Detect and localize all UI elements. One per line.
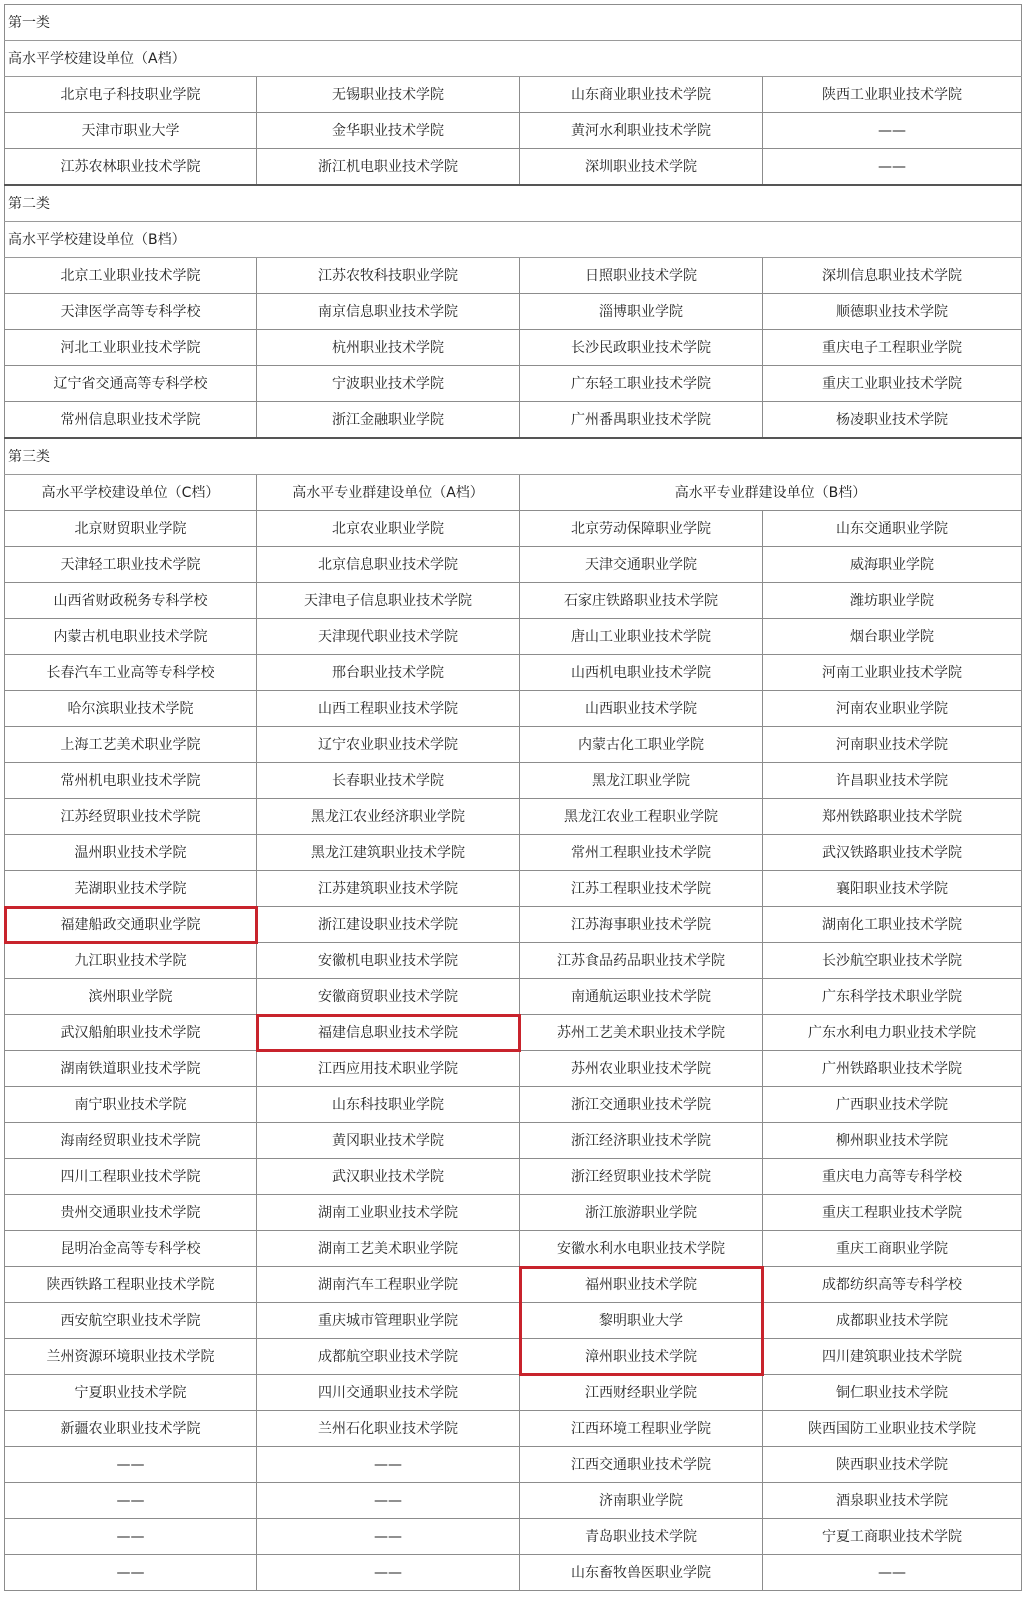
table-cell: 浙江建设职业技术学院	[257, 907, 520, 943]
table-cell: 武汉船舶职业技术学院	[5, 1015, 257, 1051]
table-cell: 深圳职业技术学院	[520, 149, 763, 186]
table-cell: 金华职业技术学院	[257, 113, 520, 149]
column-header: 高水平专业群建设单位（B档）	[520, 475, 1022, 511]
table-cell: 江西财经职业学院	[520, 1375, 763, 1411]
table-cell: ——	[257, 1447, 520, 1483]
table-cell: 湖南工业职业技术学院	[257, 1195, 520, 1231]
table-cell: 北京劳动保障职业学院	[520, 511, 763, 547]
table-row	[5, 77, 1022, 113]
table-cell: 潍坊职业学院	[763, 583, 1022, 619]
table-cell: 江苏建筑职业技术学院	[257, 871, 520, 907]
table-row	[5, 330, 1022, 366]
table-row	[5, 871, 1022, 907]
table-cell: 广东轻工职业技术学院	[520, 366, 763, 402]
table-row	[5, 1231, 1022, 1267]
table-cell: 陕西工业职业技术学院	[763, 77, 1022, 113]
table-cell: 陕西铁路工程职业技术学院	[5, 1267, 257, 1303]
institution-table	[4, 4, 1022, 1591]
table-row	[5, 583, 1022, 619]
table-cell: 江苏工程职业技术学院	[520, 871, 763, 907]
table-row	[5, 1519, 1022, 1555]
table-cell: 长春汽车工业高等专科学校	[5, 655, 257, 691]
section-label-row	[5, 438, 1022, 475]
table-cell: 石家庄铁路职业技术学院	[520, 583, 763, 619]
table-cell: 陕西国防工业职业技术学院	[763, 1411, 1022, 1447]
table-row	[5, 979, 1022, 1015]
table-cell: 四川工程职业技术学院	[5, 1159, 257, 1195]
section-label: 第二类	[5, 185, 1022, 222]
table-cell: ——	[763, 149, 1022, 186]
table-cell: 常州机电职业技术学院	[5, 763, 257, 799]
table-cell: 天津电子信息职业技术学院	[257, 583, 520, 619]
table-cell: 山西机电职业技术学院	[520, 655, 763, 691]
table-cell: 杨凌职业技术学院	[763, 402, 1022, 439]
table-cell: 河南农业职业学院	[763, 691, 1022, 727]
table-cell: 郑州铁路职业技术学院	[763, 799, 1022, 835]
table-cell: 重庆城市管理职业学院	[257, 1303, 520, 1339]
table-cell: 济南职业学院	[520, 1483, 763, 1519]
table-cell: 铜仁职业技术学院	[763, 1375, 1022, 1411]
column-header-row	[5, 475, 1022, 511]
table-cell: 江西交通职业技术学院	[520, 1447, 763, 1483]
table-cell: 南宁职业技术学院	[5, 1087, 257, 1123]
table-cell: 温州职业技术学院	[5, 835, 257, 871]
table-cell: 成都纺织高等专科学校	[763, 1267, 1022, 1303]
table-cell: 四川建筑职业技术学院	[763, 1339, 1022, 1375]
table-cell: 成都航空职业技术学院	[257, 1339, 520, 1375]
table-cell: 浙江经济职业技术学院	[520, 1123, 763, 1159]
table-cell: 山东科技职业学院	[257, 1087, 520, 1123]
table-cell: 辽宁农业职业技术学院	[257, 727, 520, 763]
table-cell: 天津交通职业学院	[520, 547, 763, 583]
table-cell: 江苏农林职业技术学院	[5, 149, 257, 186]
table-cell: 江西应用技术职业学院	[257, 1051, 520, 1087]
table-cell: 重庆工程职业技术学院	[763, 1195, 1022, 1231]
table-cell: 山西职业技术学院	[520, 691, 763, 727]
table-cell: 日照职业技术学院	[520, 258, 763, 294]
table-cell: 广州番禺职业技术学院	[520, 402, 763, 439]
column-header: 高水平专业群建设单位（A档）	[257, 475, 520, 511]
table-cell: 黄河水利职业技术学院	[520, 113, 763, 149]
table-cell: 天津现代职业技术学院	[257, 619, 520, 655]
table-cell: 烟台职业学院	[763, 619, 1022, 655]
table-cell: 安徽机电职业技术学院	[257, 943, 520, 979]
table-cell: 福州职业技术学院	[520, 1267, 763, 1303]
table-cell: 长春职业技术学院	[257, 763, 520, 799]
table-cell: 常州工程职业技术学院	[520, 835, 763, 871]
table-cell: 湖南工艺美术职业学院	[257, 1231, 520, 1267]
table-cell: 河南工业职业技术学院	[763, 655, 1022, 691]
table-cell: 内蒙古机电职业技术学院	[5, 619, 257, 655]
table-cell: 广东科学技术职业学院	[763, 979, 1022, 1015]
table-cell: 湖南汽车工程职业学院	[257, 1267, 520, 1303]
table-cell: 贵州交通职业技术学院	[5, 1195, 257, 1231]
table-cell: 北京农业职业学院	[257, 511, 520, 547]
table-cell: 成都职业技术学院	[763, 1303, 1022, 1339]
table-row	[5, 1267, 1022, 1303]
table-row	[5, 258, 1022, 294]
table-cell: 天津医学高等专科学校	[5, 294, 257, 330]
table-cell: 湖南化工职业技术学院	[763, 907, 1022, 943]
table-row	[5, 1375, 1022, 1411]
table-cell: ——	[5, 1519, 257, 1555]
table-cell: 黑龙江建筑职业技术学院	[257, 835, 520, 871]
table-row	[5, 366, 1022, 402]
table-cell: 西安航空职业技术学院	[5, 1303, 257, 1339]
table-cell: 江苏食品药品职业技术学院	[520, 943, 763, 979]
table-cell: 重庆工业职业技术学院	[763, 366, 1022, 402]
table-cell: 辽宁省交通高等专科学校	[5, 366, 257, 402]
table-row	[5, 1015, 1022, 1051]
table-cell: 福建信息职业技术学院	[257, 1015, 520, 1051]
table-cell: 常州信息职业技术学院	[5, 402, 257, 439]
table-cell: 广东水利电力职业技术学院	[763, 1015, 1022, 1051]
table-cell: ——	[5, 1483, 257, 1519]
table-cell: 宁夏职业技术学院	[5, 1375, 257, 1411]
table-row	[5, 835, 1022, 871]
table-cell: 黑龙江农业经济职业学院	[257, 799, 520, 835]
table-row	[5, 727, 1022, 763]
table-cell: 黎明职业大学	[520, 1303, 763, 1339]
table-cell: 九江职业技术学院	[5, 943, 257, 979]
table-row	[5, 1339, 1022, 1375]
table-cell: 兰州资源环境职业技术学院	[5, 1339, 257, 1375]
table-cell: 黄冈职业技术学院	[257, 1123, 520, 1159]
table-cell: 威海职业学院	[763, 547, 1022, 583]
table-cell: 陕西职业技术学院	[763, 1447, 1022, 1483]
section-subtitle: 高水平学校建设单位（B档）	[5, 222, 1022, 258]
table-cell: 滨州职业学院	[5, 979, 257, 1015]
table-cell: 浙江经贸职业技术学院	[520, 1159, 763, 1195]
section-label: 第三类	[5, 438, 1022, 475]
table-cell: 青岛职业技术学院	[520, 1519, 763, 1555]
table-row	[5, 1411, 1022, 1447]
document-table-container	[4, 4, 1021, 1591]
table-cell: ——	[763, 113, 1022, 149]
table-cell: 北京工业职业技术学院	[5, 258, 257, 294]
table-cell: 山西省财政税务专科学校	[5, 583, 257, 619]
table-cell: 漳州职业技术学院	[520, 1339, 763, 1375]
table-cell: 江西环境工程职业学院	[520, 1411, 763, 1447]
table-cell: ——	[5, 1447, 257, 1483]
table-cell: 浙江旅游职业学院	[520, 1195, 763, 1231]
table-cell: 邢台职业技术学院	[257, 655, 520, 691]
table-cell: 内蒙古化工职业学院	[520, 727, 763, 763]
table-cell: 酒泉职业技术学院	[763, 1483, 1022, 1519]
table-cell: 南通航运职业技术学院	[520, 979, 763, 1015]
table-cell: 山东交通职业学院	[763, 511, 1022, 547]
table-cell: 上海工艺美术职业学院	[5, 727, 257, 763]
table-cell: 黑龙江职业学院	[520, 763, 763, 799]
table-cell: 武汉职业技术学院	[257, 1159, 520, 1195]
table-cell: 四川交通职业技术学院	[257, 1375, 520, 1411]
table-cell: ——	[763, 1555, 1022, 1591]
table-cell: 北京财贸职业学院	[5, 511, 257, 547]
table-cell: 北京信息职业技术学院	[257, 547, 520, 583]
table-cell: 福建船政交通职业学院	[5, 907, 257, 943]
table-cell: 安徽商贸职业技术学院	[257, 979, 520, 1015]
table-cell: 苏州工艺美术职业技术学院	[520, 1015, 763, 1051]
section-label: 第一类	[5, 5, 1022, 41]
table-row	[5, 1087, 1022, 1123]
table-cell: ——	[257, 1483, 520, 1519]
table-cell: 山西工程职业技术学院	[257, 691, 520, 727]
section-subtitle-row	[5, 222, 1022, 258]
table-row	[5, 149, 1022, 186]
table-row	[5, 799, 1022, 835]
table-cell: 宁波职业技术学院	[257, 366, 520, 402]
table-row	[5, 691, 1022, 727]
table-cell: 浙江机电职业技术学院	[257, 149, 520, 186]
table-cell: 长沙航空职业技术学院	[763, 943, 1022, 979]
table-row	[5, 655, 1022, 691]
table-cell: 芜湖职业技术学院	[5, 871, 257, 907]
table-cell: 山东畜牧兽医职业学院	[520, 1555, 763, 1591]
table-cell: 长沙民政职业技术学院	[520, 330, 763, 366]
section-label-row	[5, 5, 1022, 41]
table-cell: ——	[5, 1555, 257, 1591]
table-cell: 山东商业职业技术学院	[520, 77, 763, 113]
table-cell: 兰州石化职业技术学院	[257, 1411, 520, 1447]
table-row	[5, 943, 1022, 979]
table-cell: 北京电子科技职业学院	[5, 77, 257, 113]
table-cell: 柳州职业技术学院	[763, 1123, 1022, 1159]
table-cell: 江苏农牧科技职业学院	[257, 258, 520, 294]
table-cell: 天津轻工职业技术学院	[5, 547, 257, 583]
table-row	[5, 511, 1022, 547]
column-header: 高水平学校建设单位（C档）	[5, 475, 257, 511]
table-cell: 襄阳职业技术学院	[763, 871, 1022, 907]
table-cell: 河南职业技术学院	[763, 727, 1022, 763]
table-cell: 深圳信息职业技术学院	[763, 258, 1022, 294]
table-cell: 南京信息职业技术学院	[257, 294, 520, 330]
table-cell: 重庆工商职业学院	[763, 1231, 1022, 1267]
table-cell: 浙江金融职业学院	[257, 402, 520, 439]
table-cell: 顺德职业技术学院	[763, 294, 1022, 330]
table-row	[5, 763, 1022, 799]
table-cell: 广州铁路职业技术学院	[763, 1051, 1022, 1087]
table-cell: 淄博职业学院	[520, 294, 763, 330]
table-row	[5, 1447, 1022, 1483]
table-row	[5, 1555, 1022, 1591]
section-subtitle: 高水平学校建设单位（A档）	[5, 41, 1022, 77]
table-cell: 苏州农业职业技术学院	[520, 1051, 763, 1087]
table-cell: 新疆农业职业技术学院	[5, 1411, 257, 1447]
table-row	[5, 402, 1022, 439]
table-cell: 安徽水利水电职业技术学院	[520, 1231, 763, 1267]
table-cell: 宁夏工商职业技术学院	[763, 1519, 1022, 1555]
table-cell: 昆明冶金高等专科学校	[5, 1231, 257, 1267]
table-cell: 唐山工业职业技术学院	[520, 619, 763, 655]
table-cell: 杭州职业技术学院	[257, 330, 520, 366]
table-row	[5, 1051, 1022, 1087]
table-cell: 广西职业技术学院	[763, 1087, 1022, 1123]
table-cell: 江苏经贸职业技术学院	[5, 799, 257, 835]
table-cell: ——	[257, 1555, 520, 1591]
table-cell: 河北工业职业技术学院	[5, 330, 257, 366]
table-row	[5, 1483, 1022, 1519]
table-row	[5, 113, 1022, 149]
table-cell: 浙江交通职业技术学院	[520, 1087, 763, 1123]
section-label-row	[5, 185, 1022, 222]
table-cell: 哈尔滨职业技术学院	[5, 691, 257, 727]
table-cell: 武汉铁路职业技术学院	[763, 835, 1022, 871]
table-row	[5, 294, 1022, 330]
table-cell: 无锡职业技术学院	[257, 77, 520, 113]
table-cell: 天津市职业大学	[5, 113, 257, 149]
table-row	[5, 547, 1022, 583]
table-cell: ——	[257, 1519, 520, 1555]
table-cell: 江苏海事职业技术学院	[520, 907, 763, 943]
table-row	[5, 1303, 1022, 1339]
table-cell: 黑龙江农业工程职业学院	[520, 799, 763, 835]
table-row	[5, 1159, 1022, 1195]
table-row	[5, 907, 1022, 943]
section-subtitle-row	[5, 41, 1022, 77]
table-row	[5, 619, 1022, 655]
table-cell: 重庆电力高等专科学校	[763, 1159, 1022, 1195]
table-row	[5, 1195, 1022, 1231]
table-cell: 重庆电子工程职业学院	[763, 330, 1022, 366]
table-row	[5, 1123, 1022, 1159]
table-cell: 湖南铁道职业技术学院	[5, 1051, 257, 1087]
table-cell: 海南经贸职业技术学院	[5, 1123, 257, 1159]
table-cell: 许昌职业技术学院	[763, 763, 1022, 799]
